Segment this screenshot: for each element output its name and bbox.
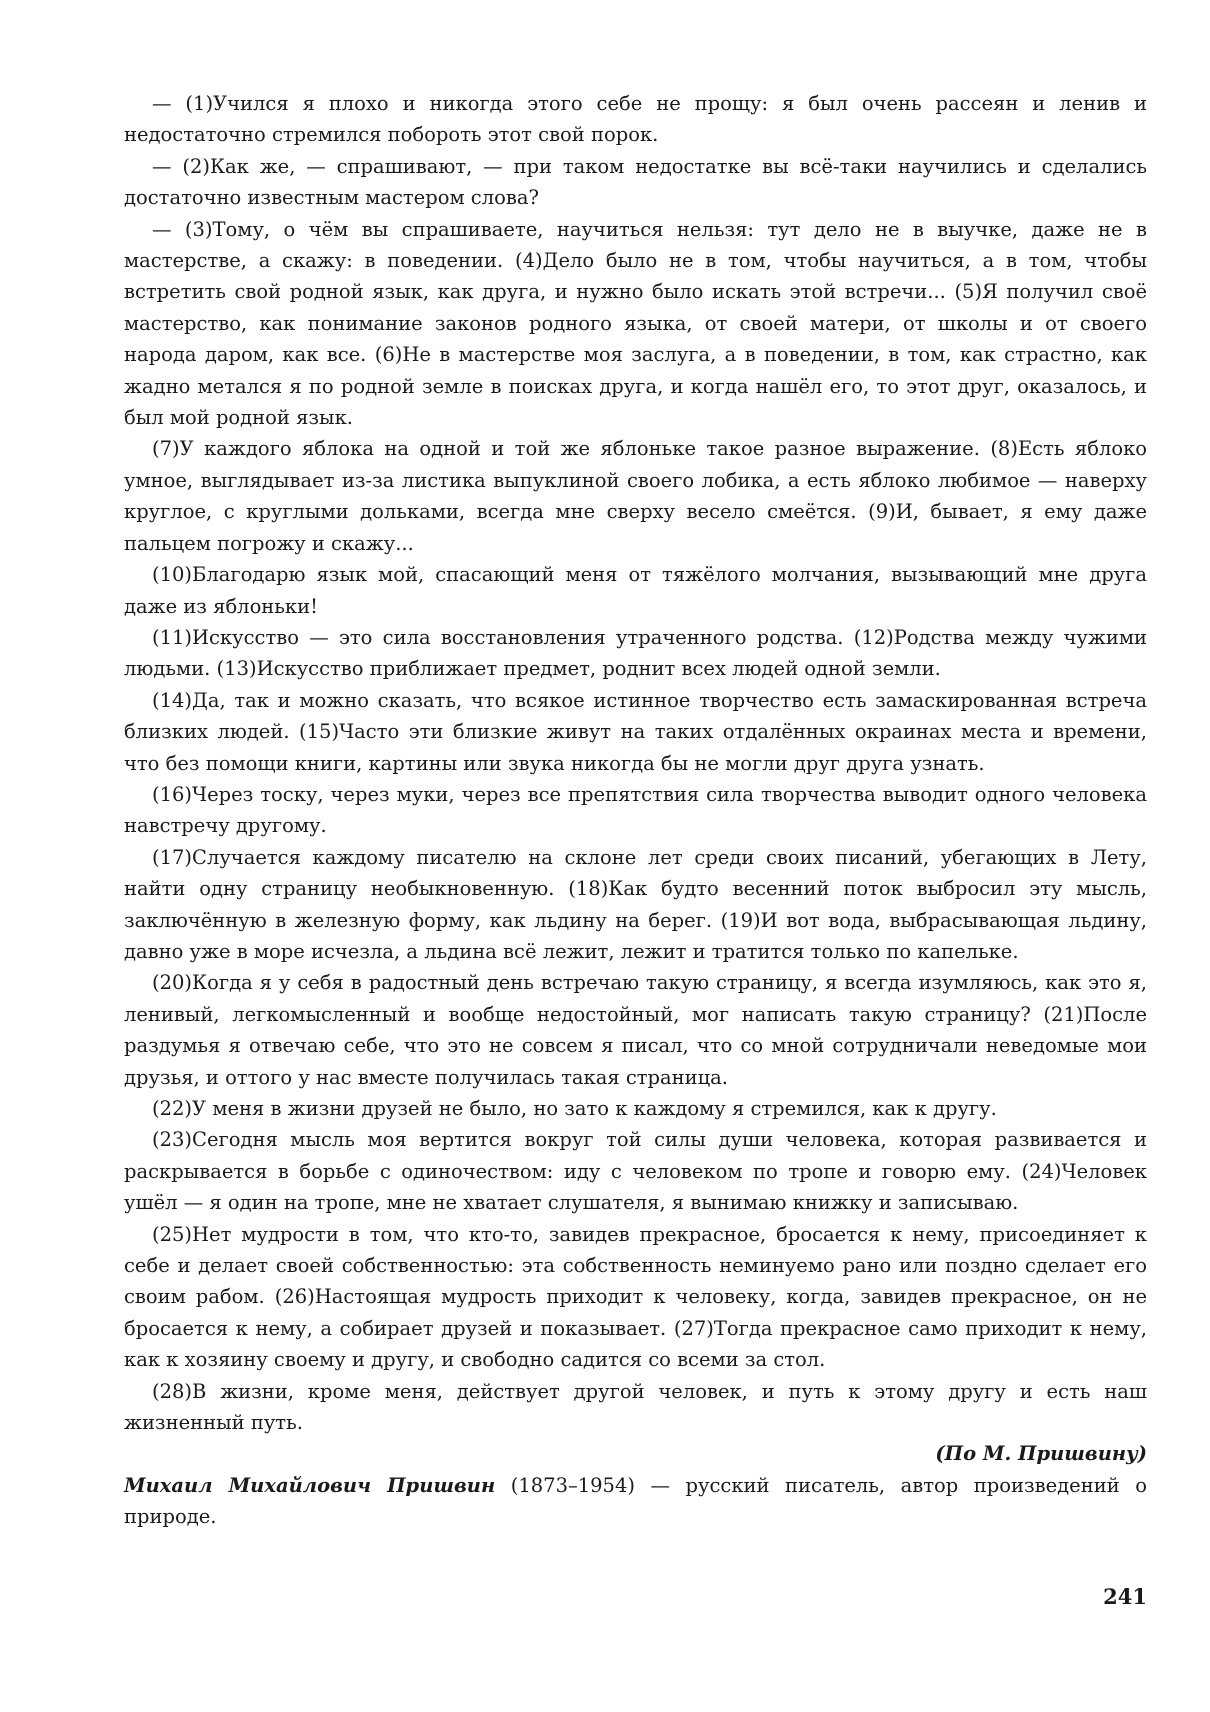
source-attribution: (По М. Пришвину) [935, 1442, 1147, 1466]
paragraph-text: (16)Через тоску, через муки, через все препятствия сила творчества выводит одного человека навстречу другому. [124, 782, 1147, 838]
paragraph-9 [124, 842, 1147, 968]
paragraph-1 [124, 88, 1147, 151]
paragraph-text: — (3)Тому, о чём вы спрашиваете, научиться нельзя: тут дело не в выучке, даже не в мастерстве, а скажу: в поведении. (4)Дело было не в том, чтобы научиться, а в том, чтобы встретить свой родной язык, как друга, и нужно было искать этой встречи... (5)Я получил своё мастерство, как понимание законов родного языка, от своей матери, от школы и от своего народа даром, как все. (6)Не в мастерстве моя заслуга, а в поведении, в том, как страстно, как жадно метался я по родной земле в поисках друга, и когда нашёл его, то этот друг, оказалось, и был мой родной язык. [124, 217, 1147, 430]
paragraph-13 [124, 1219, 1147, 1376]
paragraph-text: — (1)Учился я плохо и никогда этого себе не прощу: я был очень рассеян и ленив и недостаточно стремился побороть этот свой порок. [124, 92, 1147, 147]
author-name: Михаил Михайлович Пришвин [124, 1473, 496, 1497]
paragraph-3 [124, 214, 1147, 434]
paragraph-text: (17)Случается каждому писателю на склоне лет среди своих писаний, убегающих в Лету, найти одну страницу необыкновенную. (18)Как будто весенний поток выбросил эту мысль, заключённую в железную форму, как льдину на берег. (19)И вот вода, выбрасывающая льдину, давно уже в море исчезла, а льдина всё лежит, лежит и тратится только по капельке. [124, 845, 1147, 963]
author-bio [124, 1470, 1147, 1533]
paragraph-8 [124, 779, 1147, 842]
paragraph-text: (7)У каждого яблока на одной и той же яблоньке такое разное выражение. (8)Есть яблоко умное, выглядывает из-за листика выпуклиной своего лобика, а есть яблоко любимое — наверху круглое, с круглыми дольками, всегда мне сверху весело смеётся. (9)И, бывает, я ему даже пальцем погрожу и скажу... [124, 437, 1147, 555]
paragraph-7 [124, 685, 1147, 779]
paragraph-2 [124, 151, 1147, 214]
paragraph-6 [124, 622, 1147, 685]
paragraph-11 [124, 1093, 1147, 1124]
author-bio-text: (1873–1954) — русский писатель, автор произведений о природе. [124, 1473, 1147, 1529]
paragraph-14 [124, 1376, 1147, 1439]
paragraph-text: (10)Благодарю язык мой, спасающий меня от тяжёлого молчания, вызывающий мне друга даже из яблоньки! [124, 563, 1147, 618]
paragraph-12 [124, 1124, 1147, 1218]
paragraph-text: (23)Сегодня мысль моя вертится вокруг той силы души человека, которая развивается и раскрывается в борьбе с одиночеством: иду с человеком по тропе и говорю ему. (24)Человек ушёл — я один на тропе, мне не хватает слушателя, я вынимаю книжку и записываю. [124, 1128, 1147, 1215]
paragraph-text: — (2)Как же, — спрашивают, — при таком недостатке вы всё-таки научились и сделались достаточно известным мастером слова? [124, 154, 1147, 210]
paragraph-text: (14)Да, так и можно сказать, что всякое истинное творчество есть замаскированная встреча близких людей. (15)Часто эти близкие живут на таких отдалённых окраинах места и времени, что без помощи книги, картины или звука никогда бы не могли друг друга узнать. [124, 688, 1147, 775]
paragraph-text: (22)У меня в жизни друзей не было, но зато к каждому я стремился, как к другу. [152, 1097, 997, 1120]
page-number: 241 [1103, 1584, 1147, 1609]
paragraph-5 [124, 559, 1147, 622]
document-body [124, 88, 1147, 1533]
paragraph-text: (20)Когда я у себя в радостный день встречаю такую страницу, я всегда изумляюсь, как это я, ленивый, легкомысленный и вообще недостойный, мог написать такую страницу? (21)После раздумья я отвечаю себе, что это не совсем я писал, что со мной сотрудничали неведомые мои друзья, и оттого у нас вместе получилась такая страница. [124, 971, 1147, 1089]
paragraph-text: (25)Нет мудрости в том, что кто-то, завидев прекрасное, бросается к нему, присоединяет к себе и делает своей собственностью: эта собственность неминуемо рано или поздно сделает его своим рабом. (26)Настоящая мудрость приходит к человеку, когда, завидев прекрасное, он не бросается к нему, а собирает друзей и показывает. (27)Тогда прекрасное само приходит к нему, как к хозяину своему и другу, и свободно садится со всеми за стол. [124, 1222, 1147, 1372]
paragraph-4 [124, 433, 1147, 559]
paragraph-10 [124, 967, 1147, 1093]
paragraph-text: (11)Искусство — это сила восстановления утраченного родства. (12)Родства между чужими людьми. (13)Искусство приближает предмет, роднит всех людей одной земли. [124, 625, 1147, 681]
paragraph-text: (28)В жизни, кроме меня, действует другой человек, и путь к этому другу и есть наш жизненный путь. [124, 1379, 1147, 1435]
